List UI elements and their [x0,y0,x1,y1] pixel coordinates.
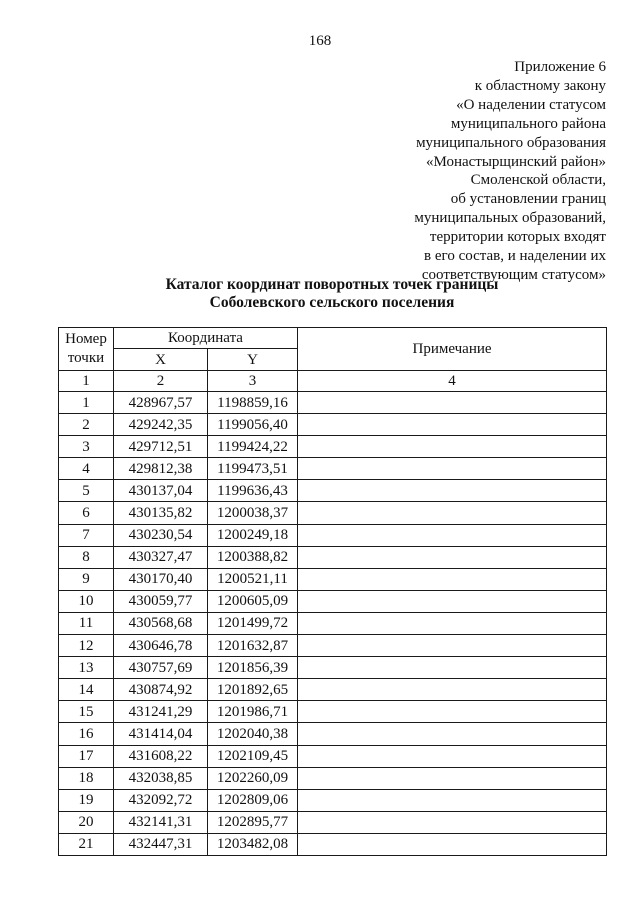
appendix-line: муниципального района [450,115,606,132]
note-cell [298,436,607,458]
x-coordinate-cell: 430568,68 [114,612,208,634]
table-row [59,436,607,458]
page-title [0,276,640,312]
table-row [59,414,607,436]
y-coordinate-cell: 1201499,72 [208,612,298,634]
appendix-line: соответствующим статусом» [421,266,606,283]
table-row [59,546,607,568]
point-number-cell: 19 [59,789,114,811]
note-cell [298,635,607,657]
note-cell [298,546,607,568]
y-coordinate-cell: 1201856,39 [208,657,298,679]
y-coordinate-cell: 1201986,71 [208,701,298,723]
y-coordinate-cell: 1199056,40 [208,414,298,436]
x-coordinate-cell: 431608,22 [114,745,208,767]
note-cell [298,502,607,524]
x-coordinate-cell: 430059,77 [114,590,208,612]
x-coordinate-cell: 432447,31 [114,833,208,855]
x-coordinate-cell: 430874,92 [114,679,208,701]
y-coordinate-cell: 1203482,08 [208,833,298,855]
x-coordinate-cell: 429242,35 [114,414,208,436]
header-x: X [114,349,208,371]
table-row [59,789,607,811]
x-coordinate-cell: 430646,78 [114,635,208,657]
table-row [59,458,607,480]
note-cell [298,590,607,612]
point-number-cell: 8 [59,546,114,568]
note-cell [298,789,607,811]
x-coordinate-cell: 430757,69 [114,657,208,679]
note-cell [298,679,607,701]
table-row [59,767,607,789]
note-cell [298,612,607,634]
point-number-cell: 2 [59,414,114,436]
header-point-number [59,328,114,371]
x-coordinate-cell: 432092,72 [114,789,208,811]
column-index-cell: 3 [208,371,298,392]
point-number-cell: 21 [59,833,114,855]
header-coordinate-group: Координата [114,328,298,349]
table-row [59,635,607,657]
column-index-row [59,371,607,392]
header-note: Примечание [298,328,607,371]
table-row [59,392,607,414]
table-row [59,701,607,723]
point-number-cell: 1 [59,392,114,414]
point-number-cell: 13 [59,657,114,679]
x-coordinate-cell: 431414,04 [114,723,208,745]
point-number-cell: 6 [59,502,114,524]
x-coordinate-cell: 432141,31 [114,811,208,833]
y-coordinate-cell: 1202260,09 [208,767,298,789]
page-number: 168 [308,33,332,49]
note-cell [298,480,607,502]
table-row [59,745,607,767]
y-coordinate-cell: 1199636,43 [208,480,298,502]
y-coordinate-cell: 1202040,38 [208,723,298,745]
x-coordinate-cell: 429812,38 [114,458,208,480]
x-coordinate-cell: 432038,85 [114,767,208,789]
point-number-cell: 9 [59,568,114,590]
table-row [59,723,607,745]
point-number-cell: 7 [59,524,114,546]
point-number-cell: 5 [59,480,114,502]
appendix-line: муниципального образования [416,134,606,151]
point-number-cell: 4 [59,458,114,480]
x-coordinate-cell: 428967,57 [114,392,208,414]
x-coordinate-cell: 431241,29 [114,701,208,723]
y-coordinate-cell: 1202809,06 [208,789,298,811]
appendix-line: об установлении границ [450,191,606,208]
point-number-cell: 15 [59,701,114,723]
point-number-cell: 10 [59,590,114,612]
y-coordinate-cell: 1199473,51 [208,458,298,480]
note-cell [298,657,607,679]
y-coordinate-cell: 1201892,65 [208,679,298,701]
y-coordinate-cell: 1202895,77 [208,811,298,833]
appendix-line: Смоленской области, [470,172,606,189]
note-cell [298,568,607,590]
x-coordinate-cell: 430135,82 [114,502,208,524]
y-coordinate-cell: 1198859,16 [208,392,298,414]
coordinates-table [58,327,607,856]
appendix-line: «О наделении статусом [456,96,606,113]
table-row [59,568,607,590]
appendix-line: Приложение 6 [514,59,606,75]
x-coordinate-cell: 430327,47 [114,546,208,568]
title-line-2: Соболевского сельского поселения [209,294,455,311]
table-body [59,392,607,856]
header-y: Y [208,349,298,371]
point-number-cell: 11 [59,612,114,634]
y-coordinate-cell: 1200521,11 [208,568,298,590]
column-index-cell: 1 [59,371,114,392]
note-cell [298,745,607,767]
header-point-number-line-2: точки [67,350,105,366]
note-cell [298,458,607,480]
note-cell [298,833,607,855]
x-coordinate-cell: 430230,54 [114,524,208,546]
note-cell [298,723,607,745]
note-cell [298,701,607,723]
point-number-cell: 12 [59,635,114,657]
note-cell [298,811,607,833]
x-coordinate-cell: 429712,51 [114,436,208,458]
note-cell [298,524,607,546]
y-coordinate-cell: 1200605,09 [208,590,298,612]
y-coordinate-cell: 1200388,82 [208,546,298,568]
appendix-header [306,58,606,285]
appendix-line: в его состав, и наделении их [424,248,606,265]
table-row [59,524,607,546]
point-number-cell: 20 [59,811,114,833]
note-cell [298,392,607,414]
table-row [59,502,607,524]
header-point-number-line-1: Номер [65,331,107,347]
column-index-cell: 4 [298,371,607,392]
table-row [59,811,607,833]
point-number-cell: 17 [59,745,114,767]
point-number-cell: 18 [59,767,114,789]
x-coordinate-cell: 430137,04 [114,480,208,502]
point-number-cell: 14 [59,679,114,701]
table-row [59,833,607,855]
point-number-cell: 3 [59,436,114,458]
x-coordinate-cell: 430170,40 [114,568,208,590]
appendix-line: «Монастырщинский район» [425,153,606,170]
table-row [59,480,607,502]
note-cell [298,414,607,436]
column-index-cell: 2 [114,371,208,392]
point-number-cell: 16 [59,723,114,745]
y-coordinate-cell: 1200249,18 [208,524,298,546]
table-row [59,679,607,701]
table-row [59,612,607,634]
table-row [59,590,607,612]
appendix-line: территории которых входят [429,229,606,246]
appendix-line: муниципальных образований, [414,210,606,227]
title-line-1: Каталог координат поворотных точек границы [165,276,499,293]
table-row [59,657,607,679]
y-coordinate-cell: 1202109,45 [208,745,298,767]
y-coordinate-cell: 1199424,22 [208,436,298,458]
y-coordinate-cell: 1200038,37 [208,502,298,524]
note-cell [298,767,607,789]
appendix-line: к областному закону [474,77,606,94]
y-coordinate-cell: 1201632,87 [208,635,298,657]
table-header [59,328,607,392]
